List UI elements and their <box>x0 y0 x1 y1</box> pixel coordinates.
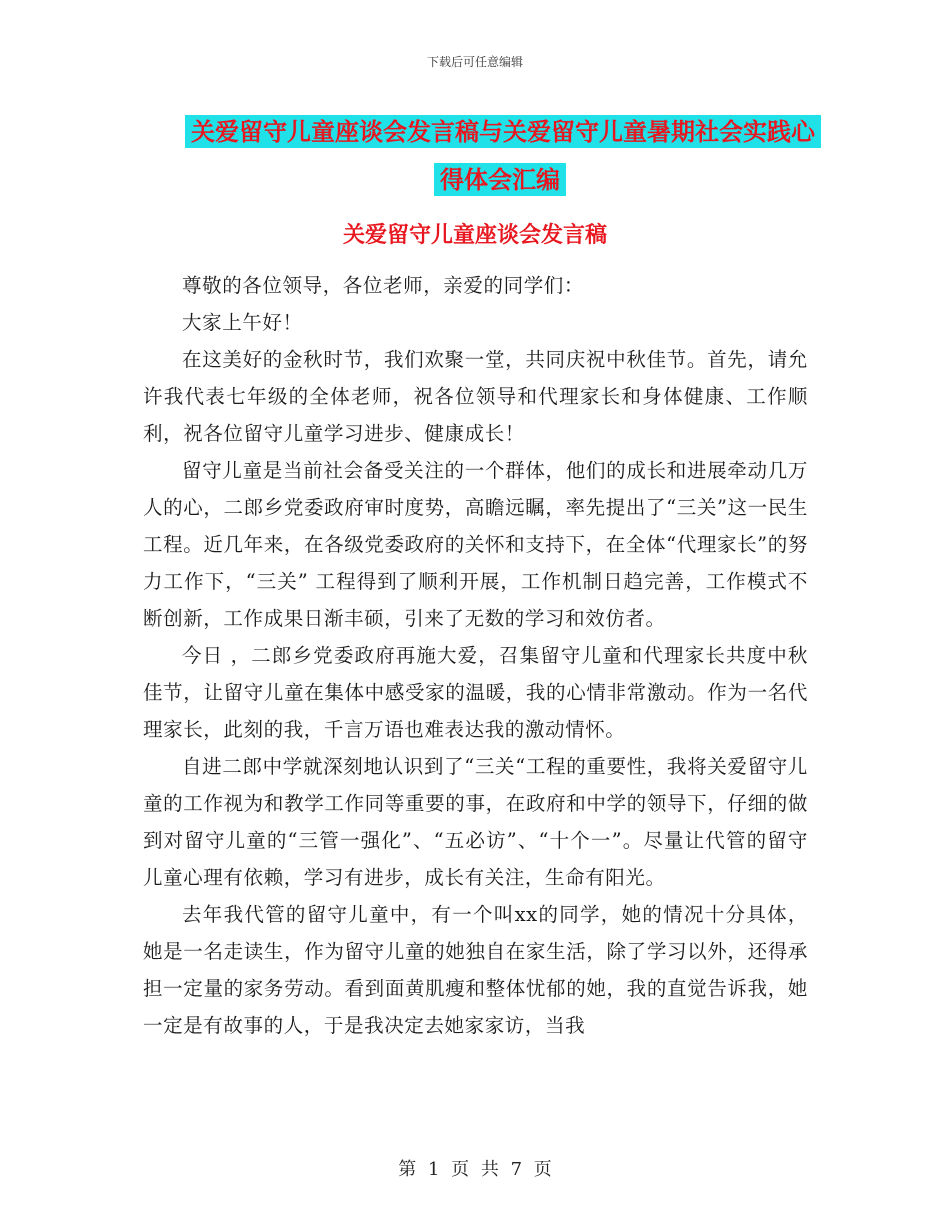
section-title: 关爱留守儿童座谈会发言稿 <box>342 222 607 248</box>
paragraph: 在这美好的金秋时节，我们欢聚一堂，共同庆祝中秋佳节。首先，请允许我代表七年级的全体老师，祝各位领导和代理家长和身体健康、工作顺利，祝各位留守儿童学习进步、健康成长！ <box>143 348 808 445</box>
paragraph: 今日 ，二郎乡党委政府再施大爱，召集留守儿童和代理家长共度中秋佳节，让留守儿童在集体中感受家的温暖，我的心情非常激动。作为一名代理家长，此刻的我，千言万语也难表达我的激动情怀。 <box>143 644 808 741</box>
document-title-text: 关爱留守儿童座谈会发言稿与关爱留守儿童暑期社会实践心得体会汇编 <box>185 115 821 196</box>
paragraph-greeting: 大家上午好！ <box>182 311 303 334</box>
page-header: 下载后可任意编辑 <box>426 55 523 69</box>
paragraph: 留守儿童是当前社会备受关注的一个群体，他们的成长和进展牵动几万人的心，二郎乡党委政府审时度势，高瞻远瞩，率先提出了“三关”这一民生工程。近几年来，在各级党委政府的关怀和支持下，在全体“代理家长”的努力工作下，“三关” 工程得到了顺利开展，工作机制日趋完善，工作模式不断创新，工作成果日渐丰硕，引来了无数的学习和效仿者。 <box>143 459 808 630</box>
document-title <box>185 108 815 204</box>
page-number-footer: 第 1 页 共 7 页 <box>398 1159 552 1180</box>
document-body <box>143 267 808 1044</box>
paragraph: 去年我代管的留守儿童中，有一个叫xx的同学，她的情况十分具体，她是一名走读生，作为留守儿童的她独自在家生活，除了学习以外，还得承担一定量的家务劳动。看到面黄肌瘦和整体忧郁的她，我的直觉告诉我，她一定是有故事的人，于是我决定去她家家访，当我 <box>143 903 808 1037</box>
paragraph: 自进二郎中学就深刻地认识到了“三关“工程的重要性，我将关爱留守儿童的工作视为和教学工作同等重要的事，在政府和中学的领导下，仔细的做到对留守儿童的“三管一强化”、“五必访”、“十个一”。尽量让代管的留守儿童心理有依赖，学习有进步，成长有关注，生命有阳光。 <box>143 755 808 889</box>
paragraph-salutation: 尊敬的各位领导，各位老师，亲爱的同学们： <box>182 274 585 297</box>
